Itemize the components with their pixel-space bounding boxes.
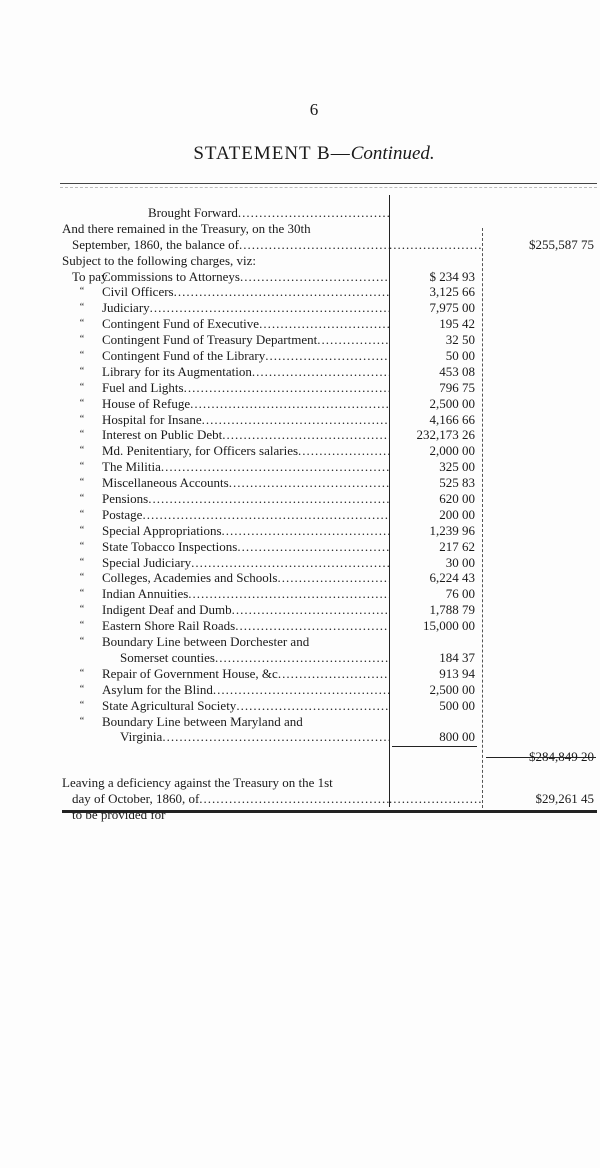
charge-label: State Agricultural Society [102,697,237,713]
ditto-mark: “ [79,365,85,377]
deficiency-row-2 [62,791,598,807]
charge-label: Colleges, Academies and Schools [102,570,278,586]
ditto-mark: “ [79,334,85,346]
charge-row [62,666,598,682]
charge-row [62,650,598,666]
charge-amount: 195 42 [439,316,475,332]
charge-amount: 2,500 00 [429,395,475,411]
charge-label: Special Judiciary [102,554,192,570]
charge-amount: 184 37 [439,649,475,665]
ditto-mark: “ [79,286,85,298]
ditto-mark: “ [79,477,85,489]
subtotal-rule [392,746,477,747]
charge-label: House of Refuge [102,395,191,411]
charge-label: Asylum for the Blind [102,681,213,697]
charge-row [62,491,598,507]
balance-row [62,237,598,253]
subject-row [62,253,598,269]
charge-label: Miscellaneous Accounts [102,475,229,491]
charge-amount: 32 50 [445,332,475,348]
ditto-mark: “ [79,667,85,679]
charge-amount: 7,975 00 [429,300,475,316]
top-rule-faint [60,187,597,188]
charge-row [62,602,598,618]
indent [62,650,102,666]
charge-row [62,714,598,730]
ditto-mark: “ [79,302,85,314]
charge-amount: 800 00 [439,729,475,745]
charge-label: The Militia [102,459,161,475]
charge-label: Fuel and Lights [102,379,184,395]
charge-amount: 76 00 [445,586,475,602]
indent [62,729,102,745]
charges-list [62,269,598,746]
charge-label: Special Appropriations [102,522,222,538]
charge-amount: 913 94 [439,665,475,681]
ditto-mark: “ [79,683,85,695]
charge-label: Contingent Fund of Treasury Department [102,332,318,348]
charge-amount: 232,173 26 [416,427,475,443]
ditto-mark: “ [79,572,85,584]
charge-amount: 3,125 66 [429,284,475,300]
charge-label: Commissions to Attorneys [102,268,240,284]
ditto-mark: “ [79,524,85,536]
deficiency-row-1 [62,775,598,791]
brought-forward-row [62,205,598,221]
ditto-mark: “ [79,604,85,616]
charge-label: Md. Penitentiary, for Officers salaries [102,443,299,459]
charge-label: Eastern Shore Rail Roads [102,618,236,634]
ditto-mark: “ [79,429,85,441]
charge-amount: 1,788 79 [429,602,475,618]
charge-label: Indigent Deaf and Dumb [102,602,232,618]
charge-amount: 2,000 00 [429,443,475,459]
top-rule [60,183,597,184]
charge-amount: 1,239 96 [429,522,475,538]
remained-row [62,221,598,237]
balance-amount: $255,587 75 [529,236,594,252]
title-italic: Continued. [350,143,435,164]
charge-amount: 500 00 [439,697,475,713]
ditto-mark: “ [79,620,85,632]
charge-row [62,316,598,332]
charge-label: Judiciary [102,300,150,316]
charge-label: Indian Annuities [102,586,189,602]
charge-amount: $ 234 93 [429,268,475,284]
ditto-mark: “ [79,493,85,505]
charge-row [62,539,598,555]
charge-label: Somerset counties [120,649,215,665]
charge-label: Postage [102,506,143,522]
charge-row [62,507,598,523]
charge-amount: 50 00 [445,348,475,364]
charge-row [62,396,598,412]
charge-row [62,300,598,316]
ditto-mark: “ [79,636,85,648]
charge-row [62,555,598,571]
ditto-mark: “ [79,413,85,425]
charge-label: Virginia [120,729,163,745]
charge-amount: 200 00 [439,506,475,522]
charge-label: Contingent Fund of Executive [102,316,260,332]
charge-amount: 4,166 66 [429,411,475,427]
charge-label: Boundary Line between Dorchester and [102,634,310,650]
charge-amount: 30 00 [445,554,475,570]
charge-row [62,618,598,634]
charge-row [62,348,598,364]
charge-row [62,443,598,459]
deficiency-amount: $29,261 45 [535,791,594,807]
charge-row [62,364,598,380]
charge-row [62,586,598,602]
remained-label: And there remained in the Treasury, on the 30th [62,220,311,236]
charge-amount: 796 75 [439,379,475,395]
ditto-mark: “ [79,540,85,552]
charge-label: Library for its Augmentation [102,363,252,379]
charge-label: Contingent Fund of the Library [102,348,266,364]
provided-for-label: to be provided for [72,807,166,823]
statement-table [62,205,598,823]
balance-label: September, 1860, the balance of [72,236,239,252]
charge-amount: 453 08 [439,363,475,379]
charge-amount: 325 00 [439,459,475,475]
ditto-mark: “ [79,699,85,711]
brought-forward-label: Brought Forward [148,205,238,220]
charge-row [62,459,598,475]
ditto-mark: “ [79,461,85,473]
title-main: STATEMENT B— [193,143,351,164]
ditto-mark: “ [79,556,85,568]
total-charges-amount: $284,849 20 [529,749,594,765]
charge-row [62,698,598,714]
ditto-mark: “ [79,397,85,409]
charge-label: State Tobacco Inspections [102,538,238,554]
ditto-mark: “ [79,445,85,457]
charge-amount: 525 83 [439,475,475,491]
page-title [14,143,600,165]
charge-row [62,729,598,745]
ditto-mark: “ [79,508,85,520]
charge-row [62,427,598,443]
subject-label: Subject to the following charges, viz: [62,252,256,268]
ditto-mark: “ [79,318,85,330]
to-pay-label: To pay [72,268,108,284]
page-number: 6 [309,100,319,119]
total-rule [486,757,596,758]
deficiency-date-label: day of October, 1860, of [72,791,200,807]
ditto-mark: “ [79,715,85,727]
deficiency-label: Leaving a deficiency against the Treasury on the 1st [62,775,333,791]
charge-amount: 6,224 43 [429,570,475,586]
charge-amount: 620 00 [439,491,475,507]
charge-label: Hospital for Insane [102,411,202,427]
charge-label: Pensions [102,491,149,507]
charge-row [62,523,598,539]
charge-amount: 15,000 00 [423,618,475,634]
charge-row [62,682,598,698]
ditto-mark: “ [79,588,85,600]
charge-label: Interest on Public Debt [102,427,223,443]
ditto-mark: “ [79,381,85,393]
charge-row [62,332,598,348]
charge-row [62,475,598,491]
charge-row [62,269,598,285]
charge-amount: 2,500 00 [429,681,475,697]
charge-amount: 217 62 [439,538,475,554]
charge-label: Repair of Government House, &c [102,665,278,681]
charge-row [62,634,598,650]
charge-label: Civil Officers [102,284,174,300]
charge-label: Boundary Line between Maryland and [102,713,303,729]
charge-row [62,570,598,586]
ditto-mark: “ [79,350,85,362]
bottom-rule [62,810,597,813]
charge-row [62,284,598,300]
charge-row [62,380,598,396]
charge-row [62,412,598,428]
